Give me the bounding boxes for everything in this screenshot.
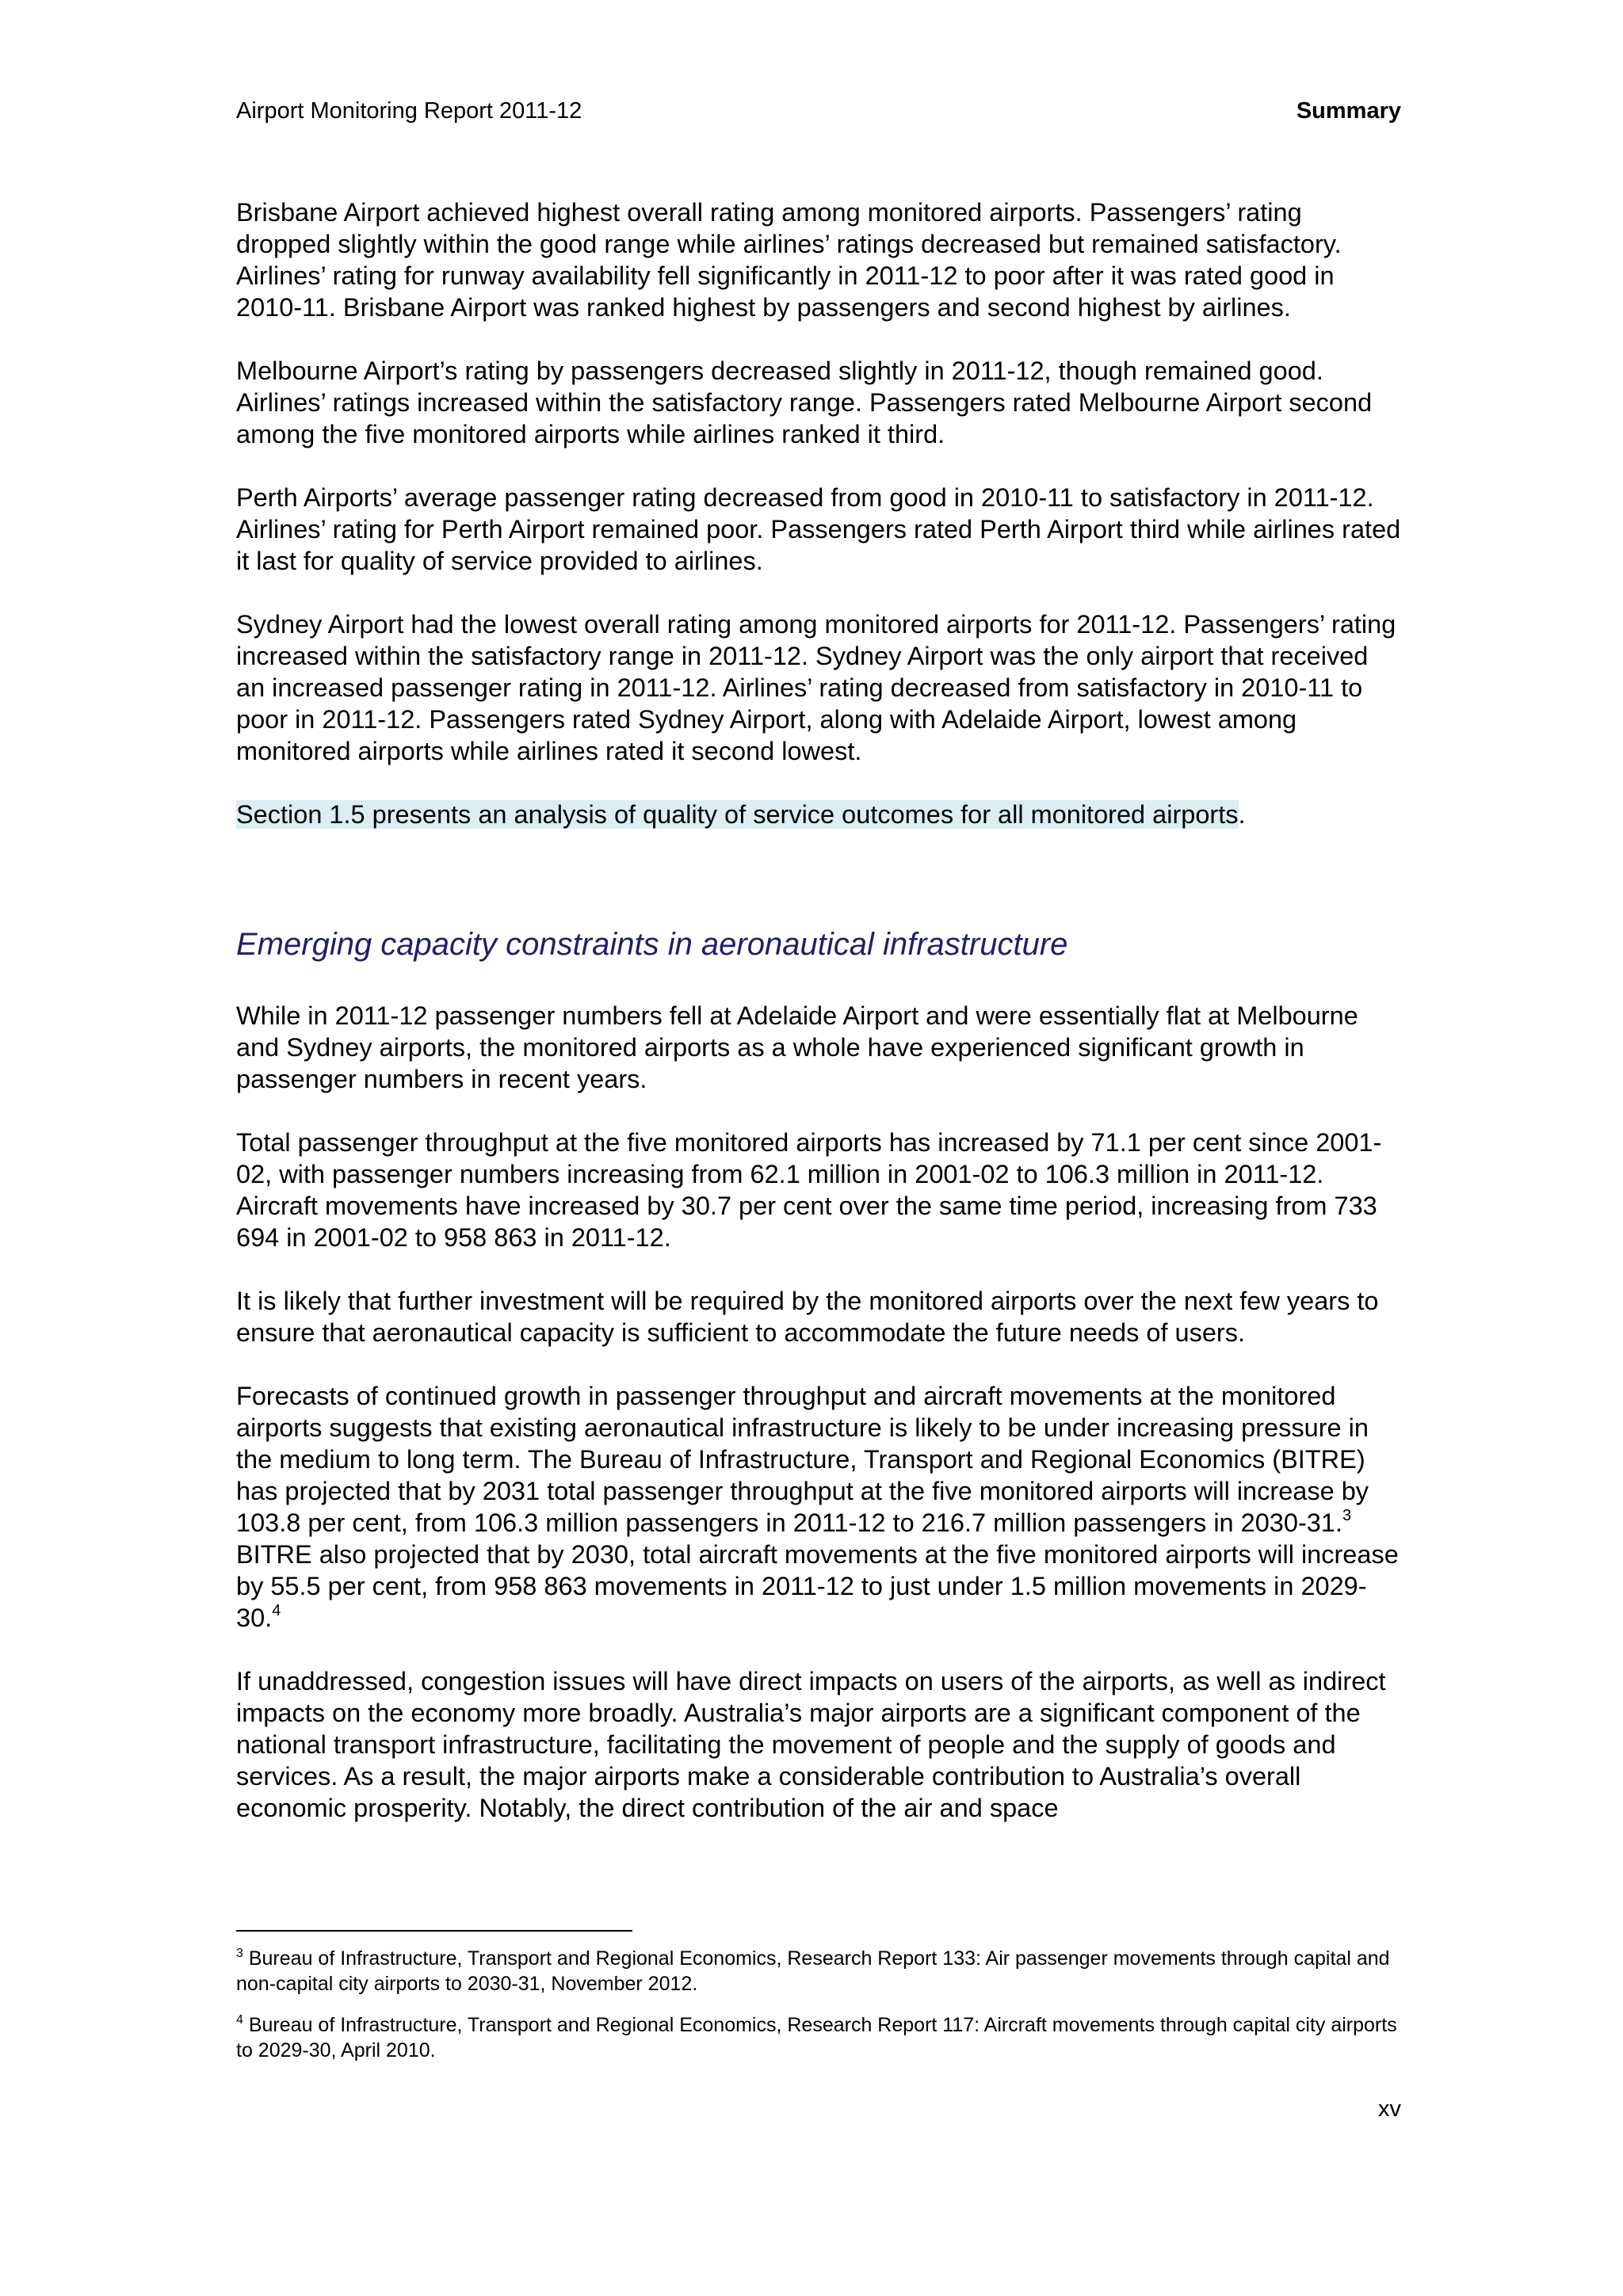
paragraph-sydney: Sydney Airport had the lowest overall rating among monitored airports for 2011-12. Passengers’ rating increased within the satisfactory range in 2011-12. Sydney Airport was the only airport that received an increased passenger rating in 2011-12. Airlines’ rating decreased from satisfactory in 2010-11 to poor in 2011-12. Passengers rated Sydney Airport, along with Adelaide Airport, lowest among monitored airports while airlines rated it second lowest.	[236, 610, 1396, 765]
footnote-separator	[236, 1930, 632, 1932]
forecast-text-part2: BITRE also projected that by 2030, total aircraft movements at the five monitored airports will increase by 55.5 per cent, from 958 863 movements in 2011-12 to just under 1.5 million movements in 2029-30.	[236, 1540, 1399, 1632]
highlighted-cross-reference[interactable]: Section 1.5 presents an analysis of quality of service outcomes for all monitored airports	[236, 800, 1239, 829]
cross-reference-period: .	[1238, 800, 1246, 829]
capacity-body	[236, 1000, 1401, 1855]
footnote-number: 4	[236, 2013, 243, 2027]
footnote-4	[236, 2012, 1401, 2063]
footnote-3	[236, 1946, 1401, 1997]
paragraph-melbourne: Melbourne Airport’s rating by passengers decreased slightly in 2011-12, though remained good. Airlines’ ratings increased within the satisfactory range. Passengers rated Melbourne Airport second among the five monitored airports while airlines ranked it third.	[236, 357, 1373, 448]
report-title: Airport Monitoring Report 2011-12	[236, 98, 582, 124]
paragraph-perth: Perth Airports’ average passenger rating decreased from good in 2010-11 to satisfactory in 2011-12. Airlines’ rating for Perth Airport remained poor. Passengers rated Perth Airport third while airlines rated it last for quality of service provided to airlines.	[236, 483, 1401, 575]
paragraph-throughput: Total passenger throughput at the five monitored airports has increased by 71.1 per cent since 2001-02, with passenger numbers increasing from 62.1 million in 2001-02 to 106.3 million in 2011-12. Aircraft movements have increased by 30.7 per cent over the same time period, increasing from 733 694 in 2001-02 to 958 863 in 2011-12.	[236, 1128, 1382, 1252]
paragraph-brisbane: Brisbane Airport achieved highest overall rating among monitored airports. Passengers’ rating dropped slightly within the good range while airlines’ ratings decreased but remained satisfactory. Airlines’ rating for runway availability fell significantly in 2011-12 to poor after it was rated good in 2010-11. Brisbane Airport was ranked highest by passengers and second highest by airlines.	[236, 198, 1342, 322]
running-header	[236, 97, 1401, 128]
paragraph-investment: It is likely that further investment will be required by the monitored airports over the next few years to ensure that aeronautical capacity is sufficient to accommodate the future needs of users.	[236, 1287, 1379, 1347]
forecast-text-part1: Forecasts of continued growth in passenger throughput and aircraft movements at the monitored airports suggests that existing aeronautical infrastructure is likely to be under increasing pressure in the medium to long term. The Bureau of Infrastructure, Transport and Regional Economics (BITRE) has projected that by 2031 total passenger throughput at the five monitored airports will increase by 103.8 per cent, from 106.3 million passengers in 2011-12 to 216.7 million passengers in 2030-31.	[236, 1382, 1369, 1537]
paragraph-forecasts	[236, 1380, 1401, 1634]
footnote-number: 3	[236, 1947, 243, 1960]
summary-body	[236, 196, 1401, 862]
footnote-ref-4[interactable]: 4	[272, 1602, 281, 1619]
paragraph-passenger-growth: While in 2011-12 passenger numbers fell at Adelaide Airport and were essentially flat at Melbourne and Sydney airports, the monitored airports as a whole have experienced significant growth in passenger numbers in recent years.	[236, 1001, 1358, 1093]
section-heading: Emerging capacity constraints in aeronautical infrastructure	[236, 927, 1068, 962]
paragraph-congestion: If unaddressed, congestion issues will have direct impacts on users of the airports, as well as indirect impacts on the economy more broadly. Australia’s major airports are a significant component of the national transport infrastructure, facilitating the movement of people and the supply of goods and services. As a result, the major airports make a considerable contribution to Australia’s overall economic prosperity. Notably, the direct contribution of the air and space	[236, 1667, 1386, 1822]
paragraph-section-reference	[236, 799, 1401, 830]
footnotes	[236, 1946, 1401, 2079]
footnote-text: Bureau of Infrastructure, Transport and Regional Economics, Research Report 117: Aircraft movements through capital city airports to 2029-30, April 2010.	[236, 2014, 1397, 2061]
footnote-text: Bureau of Infrastructure, Transport and Regional Economics, Research Report 133: Air passenger movements through capital and non-capital city airports to 2030-31, November 2012.	[236, 1947, 1390, 1995]
footnote-ref-3[interactable]: 3	[1342, 1507, 1352, 1524]
section-name: Summary	[1296, 98, 1401, 124]
page-number: xv	[1378, 2096, 1401, 2122]
